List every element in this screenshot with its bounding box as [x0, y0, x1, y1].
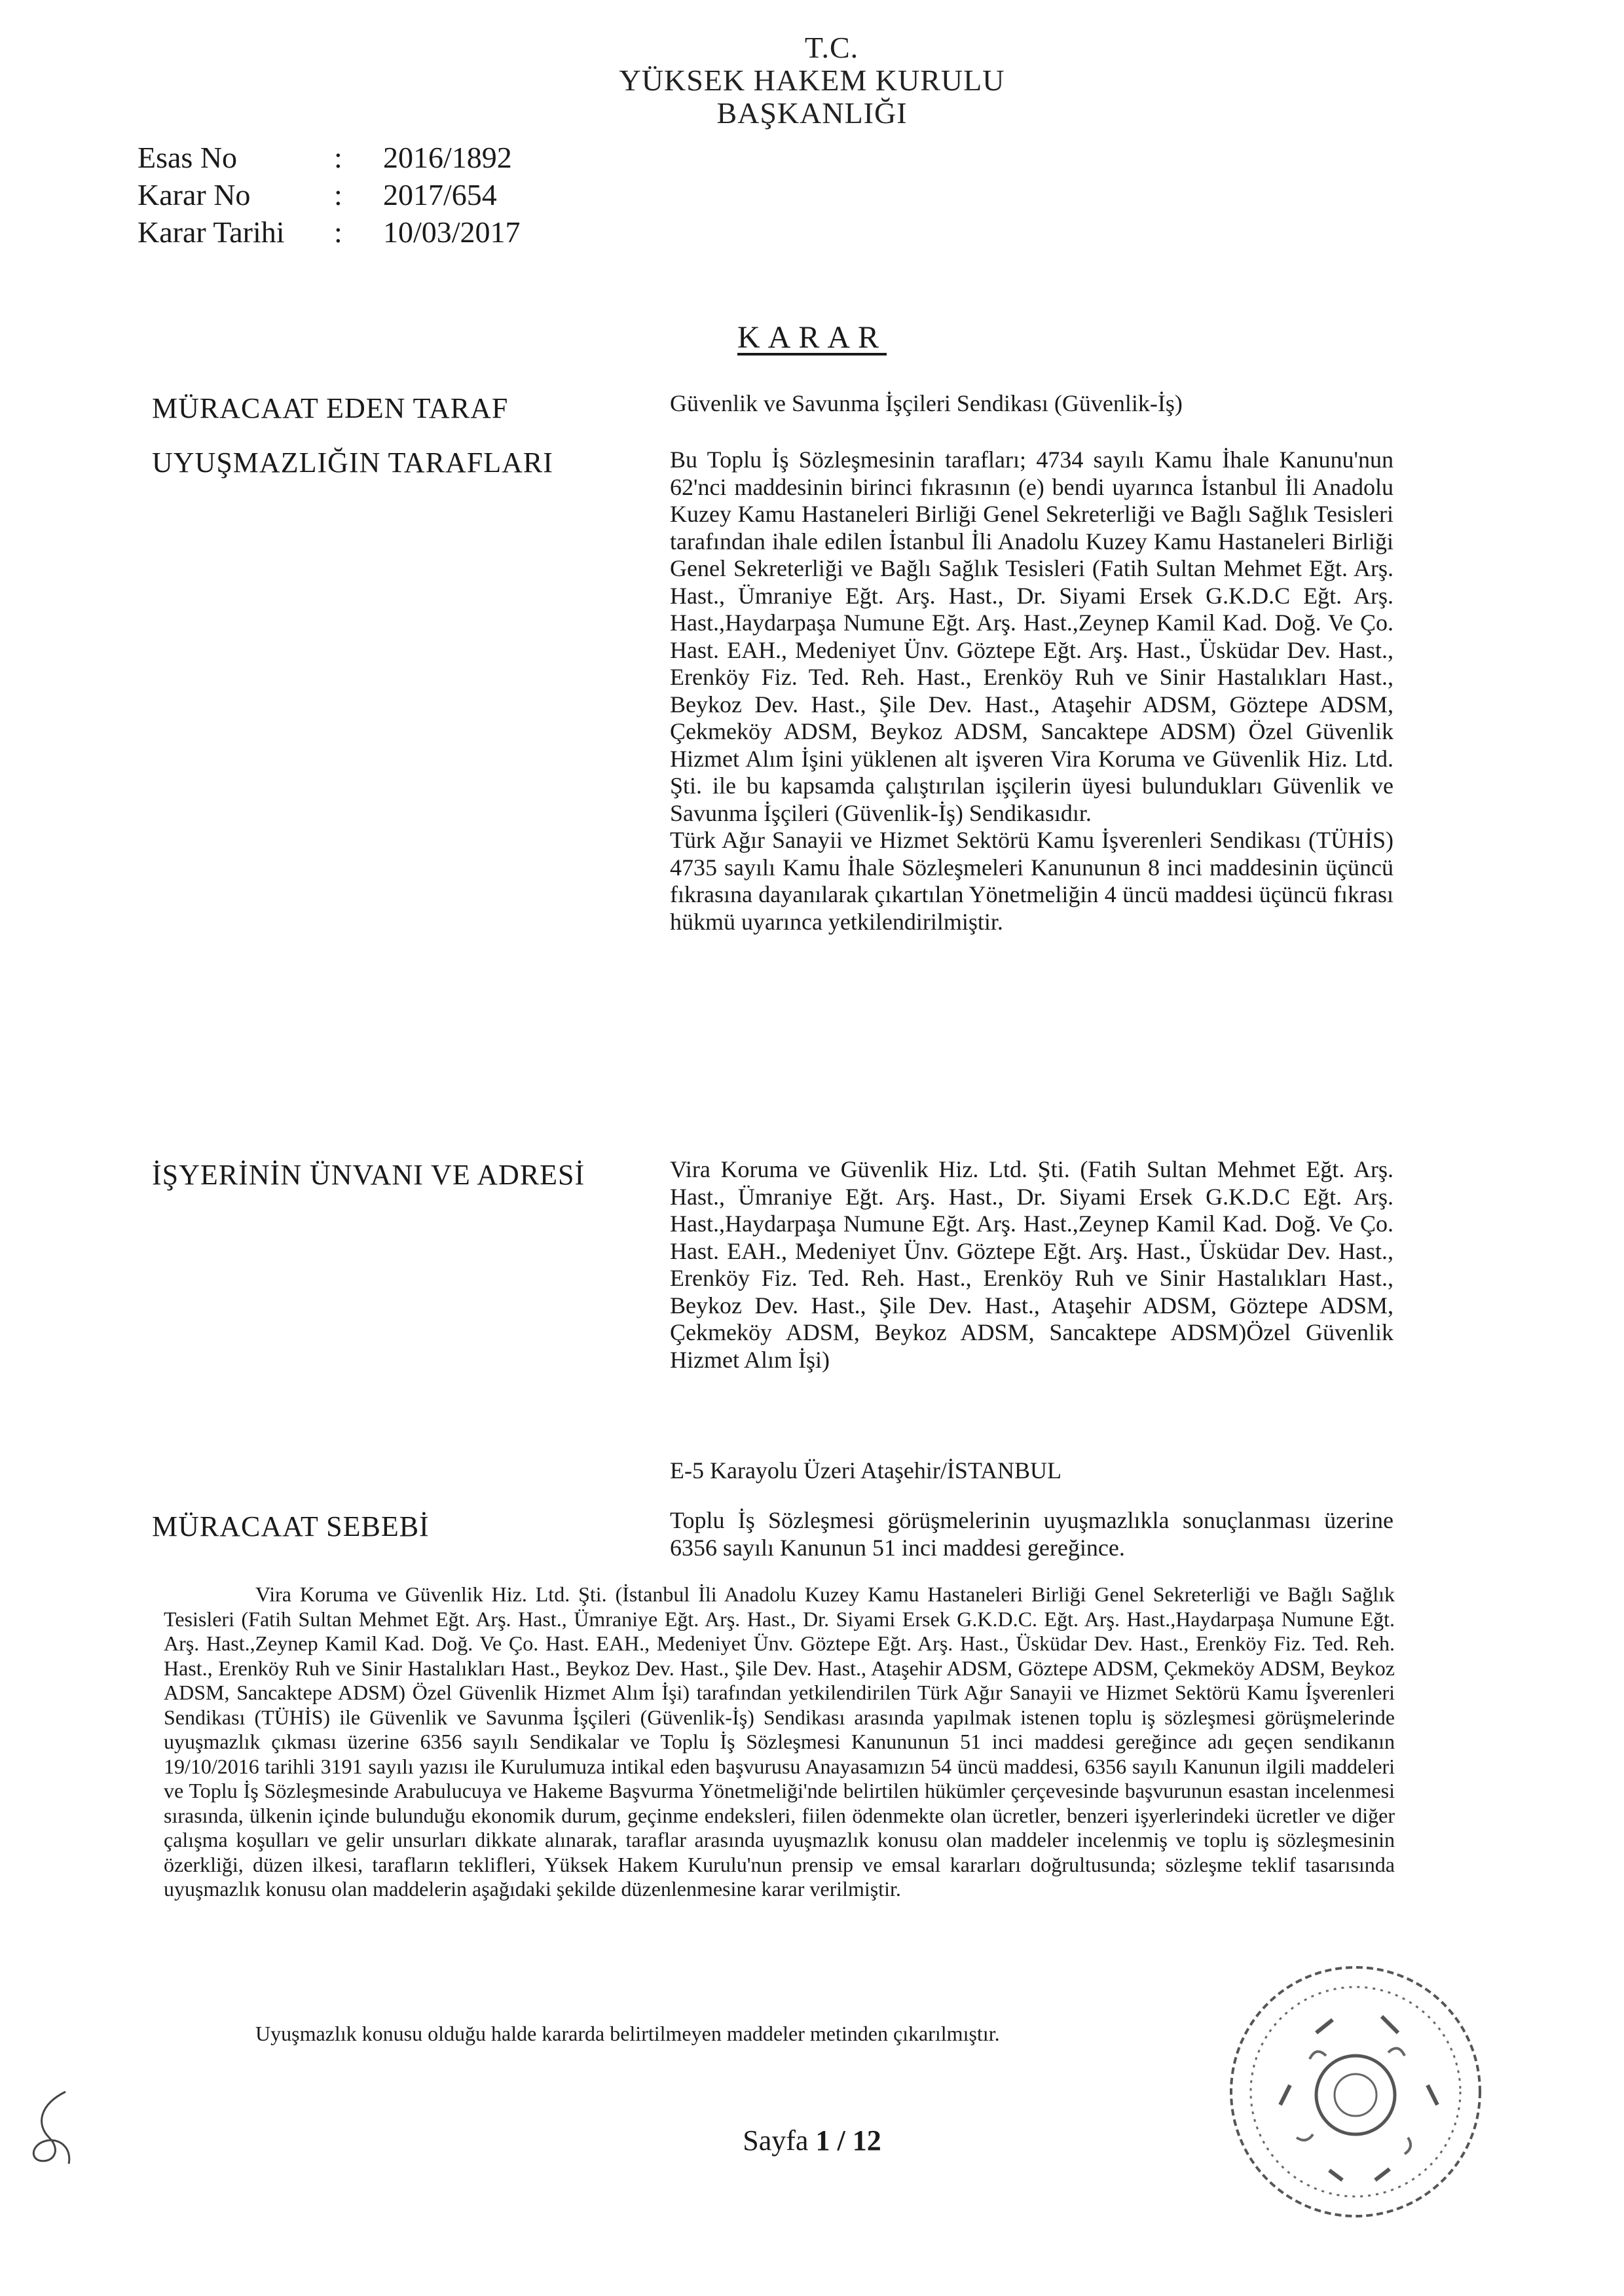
- meta-colon: :: [334, 141, 342, 174]
- decision-body-paragraph: Vira Koruma ve Güvenlik Hiz. Ltd. Şti. (İstanbul İli Anadolu Kuzey Kamu Hastaneleri Birliği Genel Sekreterliği ve Bağlı Sağlık Tesisleri (Fatih Sultan Mehmet Eğt. Arş. Hast., Ümraniye Eğt. Arş. Hast., Dr. Siyami Ersek G.K.D.C. Eğt. Arş. Hast.,Haydarpaşa Numune Eğt. Arş. Hast.,Zeynep Kamil Kad. Doğ. Ve Ço. Hast. EAH., Medeniyet Ünv. Göztepe Eğt. Arş. Hast., Üsküdar Dev. Hast., Erenköy Fiz. Ted. Reh. Hast., Erenköy Ruh ve Sinir Hastalıkları Hast., Beykoz Dev. Hast., Şile Dev. Hast., Ataşehir ADSM, Göztepe ADSM, Çekmeköy ADSM, Beykoz ADSM, Sancaktepe ADSM) Özel Güvenlik Hizmet Alım İşi) tarafından yetkilendirilen Türk Ağır Sanayii ve Hizmet Sektörü Kamu İşverenleri Sendikası (TÜHİS) ile Güvenlik ve Savunma İşçileri (Güvenlik-İş) Sendikası arasında yapılmak istenen toplu iş sözleşmesi görüşmelerinde uyuşmazlık çıkması üzerine 6356 sayılı Sendikalar ve Toplu İş Sözleşmesi Kanununun 51 inci maddesi gereğince adı geçen sendikanın 19/10/2016 tarihli 3191 sayılı yazısı ile Kurulumuza intikal eden başvurusu Anayasamızın 54 üncü maddesi, 6356 sayılı Kanunun ilgili maddeleri ve Toplu İş Sözleşmesinde Arabulucuya ve Hakeme Başvurma Yönetmeliği'nde belirtilen hükümler çerçevesinde başvurunun esastan incelenmesi sırasında, ülkenin içinde bulunduğu ekonomik durum, geçinme endeksleri, fiilen ödenmekte olan ücretler, benzeri işyerlerindeki ücretler ve diğer çalışma koşulları ve gelir unsurları dikkate alınarak, taraflar arasında uyuşmazlık konusu olan maddeler incelenmiş ve toplu iş sözleşmesinin özerkliği, düzen ilkesi, tarafların teklifleri, Yüksek Hakem Kurulu'nun prensip ve emsal kararları doğrultusunda; sözleşme teklif tasarısında uyuşmazlık konusu olan maddelerin aşağıdaki şekilde düzenlenmesine karar verilmiştir.: [164, 1582, 1395, 1901]
- page-total: 12: [852, 2124, 881, 2157]
- meta-label: Karar Tarihi: [138, 215, 285, 249]
- handwritten-initial-mark: [26, 2085, 85, 2170]
- meta-colon: :: [334, 178, 342, 211]
- header-line-institution: YÜKSEK HAKEM KURULU: [619, 64, 1005, 97]
- workplace-text: Vira Koruma ve Güvenlik Hiz. Ltd. Şti. (Fatih Sultan Mehmet Eğt. Arş. Hast., Ümraniye Eğt. Arş. Hast., Dr. Siyami Ersek G.K.D.C Eğt. Arş. Hast.,Haydarpaşa Numune Eğt. Arş. Hast.,Zeynep Kamil Kad. Doğ. Ve Ço. Hast. EAH., Medeniyet Ünv. Göztepe Eğt. Arş. Hast., Üsküdar Dev. Hast., Erenköy Fiz. Ted. Reh. Hast., Erenköy Ruh ve Sinir Hastalıkları Hast., Beykoz Dev. Hast., Şile Dev. Hast., Ataşehir ADSM, Göztepe ADSM, Çekmeköy ADSM, Beykoz ADSM, Sancaktepe ADSM)Özel Güvenlik Hizmet Alım İşi): [670, 1156, 1393, 1373]
- meta-value: 2017/654: [383, 178, 497, 211]
- page-prefix: Sayfa: [743, 2124, 816, 2157]
- applicant-text: Güvenlik ve Savunma İşçileri Sendikası (Güvenlik-İş): [670, 390, 1183, 416]
- page-separator: /: [830, 2124, 853, 2157]
- parties-paragraph-2: Türk Ağır Sanayii ve Hizmet Sektörü Kamu İşverenleri Sendikası (TÜHİS) 4735 sayılı Kamu İhale Sözleşmeleri Kanununun 8 inci maddesinin üçüncü fıkrasına dayanılarak çıkartılan Yönetmeliğin 4 üncü maddesi üçüncü fıkrası hükmü uyarınca yetkilendirilmiştir.: [670, 827, 1393, 935]
- page-current: 1: [815, 2124, 830, 2157]
- applicant-label: MÜRACAAT EDEN TARAF: [152, 392, 509, 424]
- meta-row-karar: [138, 176, 521, 213]
- case-metadata: [138, 139, 521, 251]
- meta-colon: :: [334, 215, 342, 249]
- meta-label: Esas No: [138, 141, 238, 174]
- header-line-presidency: BAŞKANLIĞI: [716, 96, 908, 130]
- header-line-tc: T.C.: [804, 31, 859, 64]
- removed-articles-note: Uyuşmazlık konusu olduğu halde kararda belirtilmeyen maddeler metinden çıkarılmıştır.: [255, 2022, 1000, 2045]
- official-seal-stamp: [1218, 1954, 1493, 2229]
- workplace-address: E-5 Karayolu Üzeri Ataşehir/İSTANBUL: [670, 1457, 1061, 1484]
- parties-paragraph-1: Bu Toplu İş Sözleşmesinin tarafları; 4734 sayılı Kamu İhale Kanunu'nun 62'nci maddesinin birinci fıkrasının (e) bendi uyarınca İstanbul İli Anadolu Kuzey Kamu Hastaneleri Birliği Genel Sekreterliği ve Bağlı Sağlık Tesisleri tarafından ihale edilen İstanbul İli Anadolu Kuzey Kamu Hastaneleri Birliği Genel Sekreterliği ve Bağlı Sağlık Tesisleri (Fatih Sultan Mehmet Eğt. Arş. Hast., Ümraniye Eğt. Arş. Hast., Dr. Siyami Ersek G.K.D.C Eğt. Arş. Hast.,Haydarpaşa Numune Eğt. Arş. Hast.,Zeynep Kamil Kad. Doğ. Ve Ço. Hast. EAH., Medeniyet Ünv. Göztepe Eğt. Arş. Hast., Üsküdar Dev. Hast., Erenköy Fiz. Ted. Reh. Hast., Erenköy Ruh ve Sinir Hastalıkları Hast., Beykoz Dev. Hast., Şile Dev. Hast., Ataşehir ADSM, Göztepe ADSM, Çekmeköy ADSM, Beykoz ADSM, Sancaktepe ADSM) Özel Güvenlik Hizmet Alım İşini yüklenen alt işveren Vira Koruma ve Güvenlik Hiz. Ltd. Şti. ile bu kapsamda çalıştırılan işçilerin üyesi bulundukları Güvenlik ve Savunma İşçileri (Güvenlik-İş) Sendikasıdır.: [670, 446, 1393, 826]
- reason-text: Toplu İş Sözleşmesi görüşmelerinin uyuşmazlıkla sonuçlanması üzerine 6356 sayılı Kanunun 51 inci maddesi gereğince.: [670, 1507, 1393, 1561]
- document-header: [0, 31, 1624, 130]
- meta-row-tarih: [138, 213, 521, 251]
- reason-label: MÜRACAAT SEBEBİ: [152, 1510, 430, 1542]
- meta-label: Karar No: [138, 178, 251, 211]
- parties-text: [670, 446, 1393, 936]
- meta-value: 2016/1892: [383, 141, 512, 174]
- decision-title: KARAR: [737, 320, 887, 355]
- workplace-label: İŞYERİNİN ÜNVANI VE ADRESİ: [152, 1159, 585, 1191]
- meta-row-esas: [138, 139, 521, 176]
- parties-label: UYUŞMAZLIĞIN TARAFLARI: [152, 446, 553, 479]
- meta-value: 10/03/2017: [383, 215, 521, 249]
